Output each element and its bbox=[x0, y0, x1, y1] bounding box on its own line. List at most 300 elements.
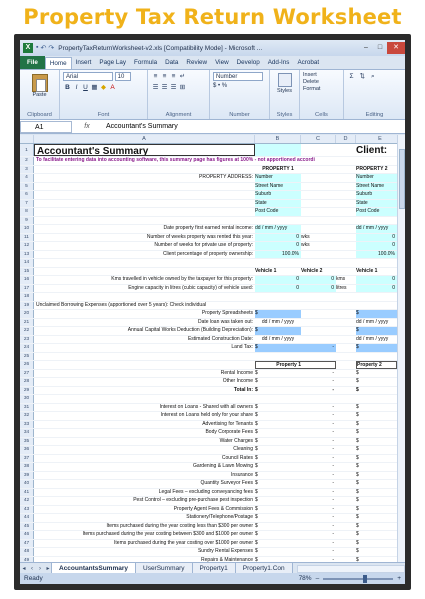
expense-dollar-p1[interactable]: $ bbox=[255, 463, 258, 469]
address-field-p2[interactable]: Suburb bbox=[356, 191, 397, 199]
excel-app-icon[interactable]: X bbox=[23, 43, 33, 53]
alignment-group bbox=[148, 70, 210, 119]
tab-review[interactable]: Review bbox=[186, 59, 208, 66]
underline-icon[interactable]: U bbox=[83, 84, 88, 91]
table-row: 7 State State bbox=[20, 200, 397, 209]
tab-data[interactable]: Data bbox=[165, 59, 179, 66]
expense-label[interactable]: Water Charges bbox=[219, 437, 253, 444]
engine-p2[interactable]: 0 bbox=[356, 285, 397, 293]
expense-dollar-p2[interactable]: $ bbox=[356, 531, 359, 537]
table-row: 16 Kms travelled in vehicle owned by the taxpayer for this property: 0 0 kms 0 bbox=[20, 276, 397, 285]
first-sheet-icon[interactable]: ◂ bbox=[22, 566, 26, 572]
land-tax-p2[interactable]: $ bbox=[356, 344, 397, 352]
expense-value-p1[interactable]: - bbox=[332, 463, 334, 469]
font-size-select[interactable]: 10 bbox=[115, 72, 131, 81]
address-field-p2[interactable]: Street Name bbox=[356, 183, 397, 191]
clipboard-group bbox=[20, 70, 60, 119]
weeks-rented-p2[interactable]: 0 bbox=[356, 234, 397, 242]
weeks-rented-label[interactable]: Number of weeks property was rented this year: bbox=[146, 233, 253, 240]
capital-works-label[interactable]: Annual Capital Works Deduction (Building Depreciation): bbox=[127, 327, 253, 333]
spreadsheet-p2[interactable]: $ bbox=[356, 310, 397, 318]
expense-value-p1[interactable]: - bbox=[332, 497, 334, 503]
expense-dollar-p2[interactable]: $ bbox=[356, 514, 359, 520]
window-title: PropertyTaxReturnWorksheet-v2.xls [Compatibility Mode] - Microsoft ... bbox=[58, 44, 263, 52]
expense-label[interactable]: Pest Control – excluding pre-purchase pest inspection bbox=[133, 497, 253, 503]
expense-label[interactable]: Items purchased during the year costing between $300 and $1000 per owner bbox=[82, 531, 253, 537]
table-row: 24 Land Tax: $ - $ bbox=[20, 344, 397, 353]
total-in-value-p1[interactable]: - bbox=[332, 386, 334, 393]
table-row: 9 bbox=[20, 217, 397, 226]
expense-dollar-p1[interactable]: $ bbox=[255, 522, 258, 529]
table-row: 6 Suburb Suburb bbox=[20, 191, 397, 200]
expense-value-p1[interactable]: - bbox=[332, 539, 334, 546]
expense-dollar-p2[interactable]: $ bbox=[356, 480, 359, 486]
capital-works-p1[interactable]: $ bbox=[255, 327, 301, 335]
address-field-p1[interactable]: Number bbox=[255, 174, 301, 182]
expense-dollar-p2[interactable]: $ bbox=[356, 505, 359, 512]
date-input-p2[interactable]: dd / mm / yyyy bbox=[356, 225, 397, 233]
screenshot-frame bbox=[14, 34, 411, 590]
expense-dollar-p2[interactable]: $ bbox=[356, 446, 359, 452]
tab-acrobat[interactable]: Acrobat bbox=[297, 59, 320, 66]
merge-icon[interactable]: ⊞ bbox=[179, 84, 186, 91]
column-header-c[interactable]: C bbox=[301, 135, 336, 143]
expense-dollar-p1[interactable]: $ bbox=[255, 403, 258, 410]
status-bar bbox=[20, 573, 405, 584]
cells-group bbox=[300, 70, 344, 119]
table-row: 48 Sundry Rental Expenses $ - $ bbox=[20, 548, 397, 557]
weeks-private-p1[interactable]: 0 bbox=[255, 242, 301, 250]
expense-dollar-p2[interactable]: $ bbox=[356, 403, 359, 410]
engine-label[interactable]: Engine capacity in litres (cubic capacity) of vehicle used: bbox=[128, 284, 253, 291]
align-middle-icon[interactable]: ≡ bbox=[162, 73, 167, 80]
expense-value-p1[interactable]: - bbox=[332, 429, 334, 435]
address-field-p1[interactable]: State bbox=[255, 200, 301, 208]
banner-title: Property Tax Return Worksheet bbox=[23, 5, 402, 29]
table-row: 17 Engine capacity in litres (cubic capacity) of vehicle used: 0 0 litres 0 bbox=[20, 285, 397, 294]
property-address-label[interactable]: PROPERTY ADDRESS: bbox=[199, 174, 253, 180]
income-value-p1[interactable]: - bbox=[332, 369, 334, 376]
expense-value-p1[interactable]: - bbox=[332, 412, 334, 418]
table-row: 35 Water Charges $ - $ bbox=[20, 438, 397, 447]
expense-dollar-p1[interactable]: $ bbox=[255, 497, 258, 503]
kms-v1[interactable]: 0 bbox=[255, 276, 301, 284]
expense-dollar-p2[interactable]: $ bbox=[356, 488, 359, 495]
expense-dollar-p2[interactable]: $ bbox=[356, 497, 359, 503]
expense-dollar-p1[interactable]: $ bbox=[255, 454, 258, 461]
tab-insert[interactable]: Insert bbox=[75, 59, 92, 66]
table-row: 49 Repairs & Maintenance $ - $ bbox=[20, 557, 397, 563]
property-spreadsheets-label[interactable]: Property Spreadsheets bbox=[201, 310, 253, 316]
expense-value-p1[interactable]: - bbox=[332, 531, 334, 537]
expense-dollar-p2[interactable]: $ bbox=[356, 420, 359, 427]
status-ready: Ready bbox=[24, 575, 43, 582]
address-field-p1[interactable]: Street Name bbox=[255, 183, 301, 191]
expense-label[interactable]: Body Corporate Fees bbox=[205, 429, 253, 435]
align-center-icon[interactable]: ☰ bbox=[161, 84, 168, 91]
date-input-p1[interactable]: dd / mm / yyyy bbox=[255, 225, 301, 233]
table-row: 47 Items purchased during the year costing over $1000 per owner $ - $ bbox=[20, 540, 397, 549]
expense-dollar-p2[interactable]: $ bbox=[356, 412, 359, 418]
expense-value-p1[interactable]: - bbox=[332, 446, 334, 452]
styles-icon[interactable] bbox=[278, 73, 292, 87]
expense-value-p1[interactable]: - bbox=[332, 522, 334, 529]
expense-dollar-p2[interactable]: $ bbox=[356, 556, 359, 562]
engine-v2[interactable]: 0 bbox=[301, 285, 336, 293]
expense-dollar-p1[interactable]: $ bbox=[255, 548, 258, 554]
undo-icon[interactable]: ↶ bbox=[40, 45, 47, 52]
unclaimed-borrowing-label[interactable]: Unclaimed Borrowing Expenses (apportioned over 5 years): Check individual bbox=[36, 301, 207, 308]
expense-dollar-p2[interactable]: $ bbox=[356, 454, 359, 461]
save-icon[interactable]: ▪ bbox=[36, 44, 39, 51]
sheet-tab-accountants-summary[interactable]: AccountantsSummary bbox=[51, 563, 136, 574]
date-loan-p2[interactable]: dd / mm / yyyy bbox=[356, 318, 389, 325]
kms-p2[interactable]: 0 bbox=[356, 276, 397, 284]
formula-bar bbox=[20, 120, 405, 134]
client-label[interactable]: Client: bbox=[356, 145, 388, 156]
name-box[interactable]: A1 bbox=[20, 121, 72, 133]
last-sheet-icon[interactable]: ▸ bbox=[46, 566, 50, 572]
expense-dollar-p2[interactable]: $ bbox=[356, 463, 359, 469]
expense-dollar-p1[interactable]: $ bbox=[255, 480, 258, 486]
ownership-label[interactable]: Client percentage of property ownership: bbox=[162, 250, 253, 257]
quick-access-toolbar bbox=[36, 44, 54, 52]
table-row: 44 Stationery/Telephone/Postage $ - $ bbox=[20, 514, 397, 523]
expense-dollar-p1[interactable]: $ bbox=[255, 437, 258, 444]
ownership-p1[interactable]: 100.0% bbox=[255, 251, 301, 259]
expense-dollar-p1[interactable]: $ bbox=[255, 488, 258, 495]
table-row: 33 Advertising for Tenants $ - $ bbox=[20, 421, 397, 430]
excel-window bbox=[20, 40, 405, 584]
maximize-button[interactable]: □ bbox=[377, 44, 383, 51]
ownership-p2[interactable]: 100.0% bbox=[356, 251, 397, 259]
insert-cells-button[interactable]: Insert bbox=[303, 72, 317, 78]
formula-input[interactable]: Accountant's Summary bbox=[106, 123, 178, 130]
table-row: 46 Items purchased during the year costing between $300 and $1000 per owner $ - $ bbox=[20, 531, 397, 540]
expense-value-p1[interactable]: - bbox=[332, 556, 334, 562]
expense-dollar-p2[interactable]: $ bbox=[356, 539, 359, 546]
table-row: 45 Items purchased during the year costing less than $300 per owner $ - $ bbox=[20, 523, 397, 532]
table-row: 34 Body Corporate Fees $ - $ bbox=[20, 429, 397, 438]
table-row: 5 Street Name Street Name bbox=[20, 183, 397, 192]
sheet-rows bbox=[20, 144, 397, 562]
table-row: 39 Insurance $ - $ bbox=[20, 472, 397, 481]
expense-dollar-p1[interactable]: $ bbox=[255, 471, 258, 478]
prev-sheet-icon[interactable]: ‹ bbox=[31, 565, 33, 572]
font-color-icon[interactable]: A bbox=[110, 84, 115, 91]
table-row: 23 Estimated Construction Date: dd / mm / yyyy dd / mm / yyyy bbox=[20, 336, 397, 345]
property2-header[interactable]: PROPERTY 2 bbox=[356, 165, 388, 172]
expense-dollar-p2[interactable]: $ bbox=[356, 437, 359, 444]
tab-file[interactable]: File bbox=[20, 56, 45, 69]
date-loan-p1[interactable]: dd / mm / yyyy bbox=[261, 318, 295, 325]
table-row: 4 PROPERTY ADDRESS: Number Number bbox=[20, 174, 397, 183]
table-row: 30 bbox=[20, 395, 397, 404]
income-dollar-p2[interactable]: $ bbox=[356, 378, 359, 384]
tab-developer[interactable]: Develop bbox=[236, 59, 260, 66]
date-first-income-label[interactable]: Date property first earned rental income: bbox=[163, 225, 253, 231]
tab-page-layout[interactable]: Page Lay bbox=[99, 59, 127, 66]
close-button[interactable]: ✕ bbox=[387, 42, 405, 54]
expense-label[interactable]: Items purchased during the year costing over $1000 per owner bbox=[114, 539, 253, 546]
table-row: 21 Date loan was taken out: dd / mm / yyyy dd / mm / yyyy bbox=[20, 319, 397, 328]
align-left-icon[interactable]: ☰ bbox=[152, 84, 159, 91]
income-header-p1[interactable]: Property 1 bbox=[255, 361, 301, 369]
expense-value-p1[interactable]: - bbox=[332, 420, 334, 427]
table-row: 32 Interest on Loans held only for your share $ - $ bbox=[20, 412, 397, 421]
sheet-tab-property1[interactable]: Property1 bbox=[192, 563, 236, 574]
italic-icon[interactable]: I bbox=[75, 84, 78, 91]
address-field-p2[interactable]: Number bbox=[356, 174, 397, 182]
table-row: 27 Rental Income $ - $ bbox=[20, 370, 397, 379]
est-construction-p1[interactable]: dd / mm / yyyy bbox=[261, 335, 295, 342]
zoom-out-button[interactable]: – bbox=[315, 575, 320, 582]
number-format-select[interactable]: Number bbox=[213, 72, 263, 81]
expense-label[interactable]: Sundry Rental Expenses bbox=[197, 548, 253, 554]
capital-works-p2[interactable]: $ bbox=[356, 327, 397, 335]
tab-add-ins[interactable]: Add-Ins bbox=[267, 59, 290, 66]
expense-label[interactable]: Interest on Loans - Shared with all owners bbox=[159, 403, 253, 410]
expense-dollar-p1[interactable]: $ bbox=[255, 514, 258, 520]
minimize-button[interactable]: – bbox=[364, 44, 368, 51]
expense-value-p1[interactable]: - bbox=[332, 403, 334, 410]
table-row: 12 Number of weeks for private use of property: 0 wks 0 bbox=[20, 242, 397, 251]
weeks-rented-p1[interactable]: 0 bbox=[255, 234, 301, 242]
font-group-label: Font bbox=[97, 112, 110, 118]
summary-note[interactable]: To facilitate entering data into accounting software, this summary page has figures at 100% - not apportioned accordi bbox=[36, 157, 315, 163]
table-row: 3 PROPERTY 1 PROPERTY 2 bbox=[20, 166, 397, 175]
summary-title[interactable]: Accountant's Summary bbox=[34, 144, 255, 156]
zoom-in-button[interactable]: + bbox=[397, 575, 401, 582]
expense-value-p1[interactable]: - bbox=[332, 488, 334, 495]
title-bar bbox=[20, 40, 405, 56]
alignment-group-label: Alignment bbox=[165, 112, 192, 118]
table-row: 2 To facilitate entering data into accounting software, this summary page has figures at 100% - not apportioned accordi bbox=[20, 157, 397, 166]
table-row: 28 Other Income $ - $ bbox=[20, 378, 397, 387]
borders-icon[interactable]: ▦ bbox=[91, 84, 98, 91]
clipboard-group-label: Clipboard bbox=[27, 112, 52, 118]
column-headers bbox=[20, 135, 405, 144]
table-row: 10 Date property first earned rental income: dd / mm / yyyy dd / mm / yyyy bbox=[20, 225, 397, 234]
fill-color-icon[interactable]: ◆ bbox=[101, 84, 106, 91]
bold-icon[interactable]: B bbox=[65, 84, 70, 91]
styles-group-label: Styles bbox=[276, 112, 293, 118]
table-row: 15 Vehicle 1 Vehicle 2 Vehicle 1 bbox=[20, 268, 397, 277]
expense-label[interactable]: Quantity Surveyor Fees bbox=[200, 480, 253, 486]
total-in-label[interactable]: Total In: bbox=[233, 386, 253, 393]
income-label[interactable]: Other Income bbox=[222, 378, 253, 384]
table-row: 14 bbox=[20, 259, 397, 268]
address-field-p2[interactable]: Post Code bbox=[356, 208, 397, 216]
align-bottom-icon[interactable]: ≡ bbox=[171, 73, 176, 80]
table-row: 1 Accountant's Summary Client: bbox=[20, 144, 397, 157]
table-row: 8 Post Code Post Code bbox=[20, 208, 397, 217]
table-row: 43 Property Agent Fees & Commission $ - $ bbox=[20, 506, 397, 515]
expense-label[interactable]: Legal Fees – excluding conveyancing fees bbox=[158, 488, 253, 495]
expense-value-p1[interactable]: - bbox=[332, 437, 334, 444]
paste-icon[interactable] bbox=[32, 74, 48, 92]
editing-group-label: Editing bbox=[365, 112, 384, 118]
table-row: 13 Client percentage of property ownership: 100.0% 100.0% bbox=[20, 251, 397, 260]
align-top-icon[interactable]: ≡ bbox=[153, 73, 158, 80]
zoom-slider[interactable] bbox=[323, 578, 393, 580]
kms-label[interactable]: Kms travelled in vehicle owned by the taxpayer for this property: bbox=[111, 276, 253, 282]
column-header-b[interactable]: B bbox=[255, 135, 301, 143]
expense-dollar-p2[interactable]: $ bbox=[356, 548, 359, 554]
styles-button[interactable]: Styles bbox=[277, 88, 292, 94]
expense-value-p1[interactable]: - bbox=[332, 514, 334, 520]
engine-v1[interactable]: 0 bbox=[255, 285, 301, 293]
expense-dollar-p1[interactable]: $ bbox=[255, 420, 258, 427]
tab-view[interactable]: View bbox=[215, 59, 229, 66]
autosum-icon[interactable]: Σ bbox=[349, 73, 354, 80]
find-icon[interactable]: ⌕ bbox=[371, 73, 375, 80]
spreadsheet-p1[interactable]: $ bbox=[255, 310, 301, 318]
delete-cells-button[interactable]: Delete bbox=[303, 79, 319, 85]
land-tax-p1-value[interactable]: - bbox=[301, 344, 336, 352]
litres-unit[interactable]: litres bbox=[336, 284, 347, 291]
expense-dollar-p1[interactable]: $ bbox=[255, 412, 258, 418]
weeks-private-p2[interactable]: 0 bbox=[356, 242, 397, 250]
column-header-e[interactable]: E bbox=[356, 135, 405, 143]
income-dollar-p2[interactable]: $ bbox=[356, 369, 359, 376]
sort-filter-icon[interactable]: ⇅ bbox=[359, 73, 365, 80]
expense-label[interactable]: Stationery/Telephone/Postage bbox=[186, 514, 253, 520]
column-header-d[interactable]: D bbox=[336, 135, 356, 143]
income-header-p2[interactable]: Property 2 bbox=[356, 361, 397, 369]
expense-label[interactable]: Insurance bbox=[231, 471, 253, 478]
sheet-tab-property1-con[interactable]: Property1.Con bbox=[235, 563, 293, 574]
table-row: 42 Pest Control – excluding pre-purchase pest inspection $ - $ bbox=[20, 497, 397, 506]
zoom-level[interactable]: 78% bbox=[298, 575, 312, 582]
redo-icon[interactable]: ↷ bbox=[48, 45, 55, 52]
ribbon-tabs bbox=[20, 56, 405, 70]
expense-label[interactable]: Items purchased during the year costing less than $300 per owner bbox=[106, 522, 253, 529]
vertical-scroll-thumb[interactable] bbox=[399, 149, 405, 209]
number-symbols[interactable]: $ • % bbox=[213, 83, 228, 89]
expense-label[interactable]: Interest on Loans held only for your share bbox=[160, 412, 253, 418]
income-dollar-p1[interactable]: $ bbox=[255, 369, 258, 376]
table-row: 41 Legal Fees – excluding conveyancing fees $ - $ bbox=[20, 489, 397, 498]
expense-dollar-p1[interactable]: $ bbox=[255, 531, 258, 537]
expense-dollar-p1[interactable]: $ bbox=[255, 429, 258, 435]
property1-header[interactable]: PROPERTY 1 bbox=[262, 165, 294, 172]
table-row: 40 Quantity Surveyor Fees $ - $ bbox=[20, 480, 397, 489]
align-right-icon[interactable]: ☰ bbox=[170, 84, 177, 91]
est-construction-label[interactable]: Estimated Construction Date: bbox=[187, 335, 253, 342]
vertical-scrollbar[interactable] bbox=[397, 135, 405, 562]
expense-dollar-p2[interactable]: $ bbox=[356, 471, 359, 478]
expense-label[interactable]: Cleaning bbox=[233, 446, 253, 452]
table-row: 11 Number of weeks property was rented this year: 0 wks 0 bbox=[20, 234, 397, 243]
paste-label[interactable]: Paste bbox=[32, 92, 47, 98]
next-sheet-icon[interactable]: › bbox=[39, 565, 41, 572]
address-field-p1[interactable]: Suburb bbox=[255, 191, 301, 199]
expense-dollar-p1[interactable]: $ bbox=[255, 539, 258, 546]
table-row: 31 Interest on Loans - Shared with all owners $ - $ bbox=[20, 404, 397, 413]
expense-label[interactable]: Gardening & Lawn Mowing bbox=[192, 463, 253, 469]
horizontal-scrollbar[interactable] bbox=[297, 565, 405, 573]
wks-unit[interactable]: wks bbox=[301, 242, 310, 248]
table-row: 36 Cleaning $ - $ bbox=[20, 446, 397, 455]
worksheet-grid[interactable] bbox=[20, 135, 405, 562]
expense-dollar-p2[interactable]: $ bbox=[356, 429, 359, 435]
zoom-slider-knob[interactable] bbox=[363, 575, 367, 583]
est-construction-p2[interactable]: dd / mm / yyyy bbox=[356, 335, 389, 342]
window-controls bbox=[359, 42, 405, 54]
expense-label[interactable]: Property Agent Fees & Commission bbox=[173, 505, 253, 512]
land-tax-p1[interactable]: $ bbox=[255, 344, 301, 352]
vehicle1-header[interactable]: Vehicle 1 bbox=[255, 267, 277, 274]
sheet-tab-user-summary[interactable]: UserSummary bbox=[135, 563, 193, 574]
income-value-p1[interactable]: - bbox=[332, 378, 334, 384]
number-group bbox=[210, 70, 270, 119]
tab-home[interactable]: Home bbox=[45, 57, 72, 69]
styles-group bbox=[270, 70, 300, 119]
income-label[interactable]: Rental Income bbox=[220, 369, 253, 376]
address-field-p1[interactable]: Post Code bbox=[255, 208, 301, 216]
expense-dollar-p1[interactable]: $ bbox=[255, 446, 258, 452]
expense-label[interactable]: Council Rates bbox=[221, 454, 253, 461]
expense-value-p1[interactable]: - bbox=[332, 480, 334, 486]
ribbon bbox=[20, 70, 405, 120]
wrap-text-icon[interactable]: ↵ bbox=[179, 73, 186, 80]
expense-value-p1[interactable]: - bbox=[332, 505, 334, 512]
expense-value-p1[interactable]: - bbox=[332, 548, 334, 554]
table-row: 29 Total In: $ - $ bbox=[20, 387, 397, 396]
expense-dollar-p1[interactable]: $ bbox=[255, 505, 258, 512]
table-row: 18 bbox=[20, 293, 397, 302]
banner bbox=[0, 0, 425, 34]
expense-label[interactable]: Advertising for Tenants bbox=[202, 420, 253, 427]
table-row: 25 bbox=[20, 353, 397, 362]
total-in-dollar-p1[interactable]: $ bbox=[255, 386, 258, 393]
date-loan-label[interactable]: Date loan was taken out: bbox=[197, 318, 253, 325]
table-row: 19 Unclaimed Borrowing Expenses (apportioned over 5 years): Check individual bbox=[20, 302, 397, 311]
column-header-a[interactable]: A bbox=[34, 135, 255, 143]
land-tax-label[interactable]: Land Tax: bbox=[231, 344, 253, 350]
table-row: 22 Annual Capital Works Deduction (Building Depreciation): $ $ bbox=[20, 327, 397, 336]
table-row: 26 Property 1 Property 2 bbox=[20, 361, 397, 370]
kms-unit[interactable]: kms bbox=[336, 276, 346, 282]
expense-label[interactable]: Repairs & Maintenance bbox=[201, 556, 253, 562]
weeks-private-label[interactable]: Number of weeks for private use of property: bbox=[154, 242, 253, 248]
table-row: 20 Property Spreadsheets $ $ bbox=[20, 310, 397, 319]
tab-formulas[interactable]: Formula bbox=[134, 59, 158, 66]
address-field-p2[interactable]: State bbox=[356, 200, 397, 208]
vehicle1-header-p2[interactable]: Vehicle 1 bbox=[356, 267, 378, 274]
editing-group bbox=[344, 70, 405, 119]
cells-group-label: Cells bbox=[315, 112, 328, 118]
total-in-dollar-p2[interactable]: $ bbox=[356, 386, 359, 393]
font-name-select[interactable]: Arial bbox=[63, 72, 113, 81]
table-row: 38 Gardening & Lawn Mowing $ - $ bbox=[20, 463, 397, 472]
expense-dollar-p2[interactable]: $ bbox=[356, 522, 359, 529]
expense-value-p1[interactable]: - bbox=[332, 454, 334, 461]
font-group bbox=[60, 70, 148, 119]
expense-value-p1[interactable]: - bbox=[332, 471, 334, 478]
select-all-corner[interactable] bbox=[20, 135, 34, 143]
income-dollar-p1[interactable]: $ bbox=[255, 378, 258, 384]
expense-dollar-p1[interactable]: $ bbox=[255, 556, 258, 562]
number-group-label: Number bbox=[229, 112, 250, 118]
table-row: 37 Council Rates $ - $ bbox=[20, 455, 397, 464]
kms-v2[interactable]: 0 bbox=[301, 276, 336, 284]
vehicle2-header[interactable]: Vehicle 2 bbox=[301, 267, 323, 274]
fx-icon[interactable]: fx bbox=[84, 123, 90, 130]
wks-unit[interactable]: wks bbox=[301, 233, 310, 240]
format-cells-button[interactable]: Format bbox=[303, 86, 321, 92]
